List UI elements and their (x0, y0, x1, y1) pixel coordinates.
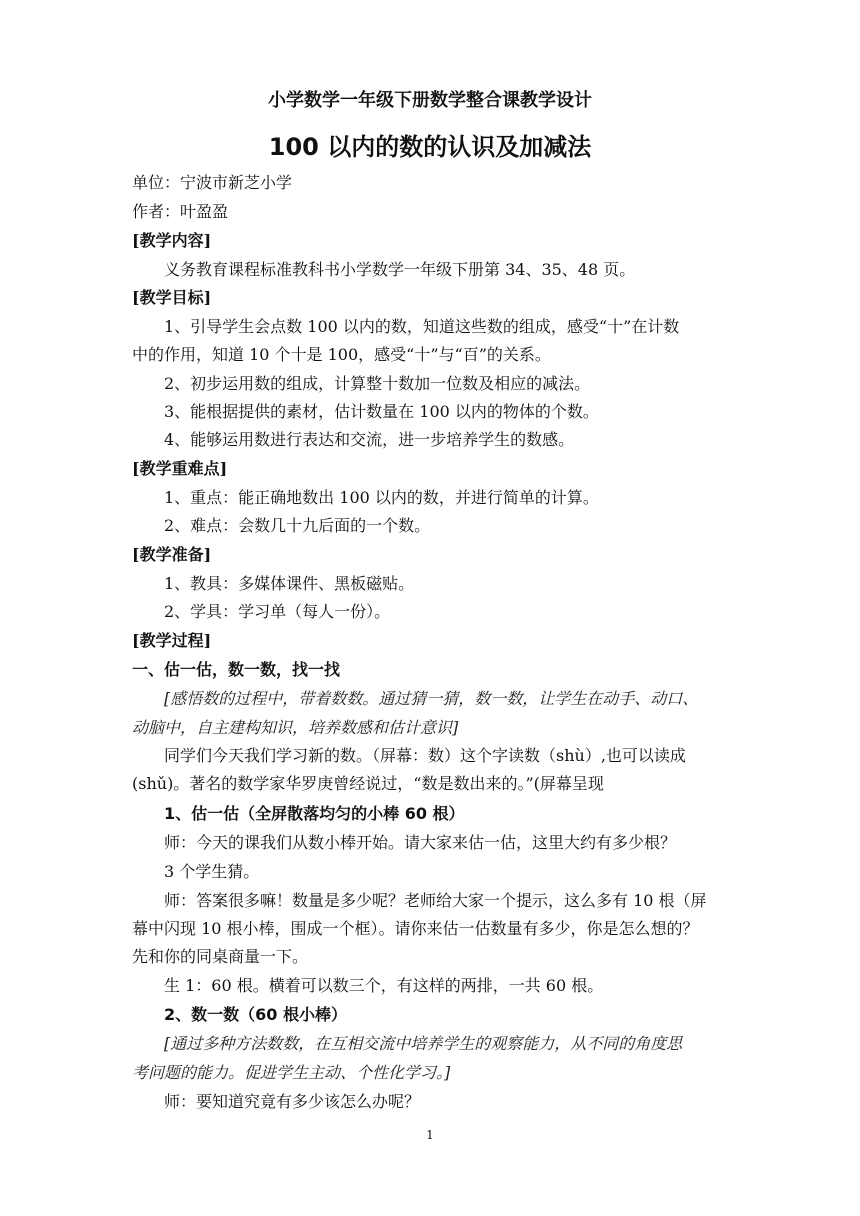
note-1-line-a: [感悟数的过程中，带着数数。通过猜一猜，数一数，让学生在动手、动口、 (164, 689, 699, 708)
goal-3: 3、能根据提供的素材，估计数量在 100 以内的物体的个数。 (164, 402, 599, 421)
section-heading-preparation: [教学准备] (132, 545, 212, 564)
author-line: 作者：叶盈盈 (132, 202, 229, 221)
page-number: 1 (426, 1128, 434, 1142)
prep-2: 2、学具：学习单（每人一份）。 (164, 602, 391, 621)
teacher-line-2a: 师：答案很多嘛！数量是多少呢？老师给大家一个提示，这么多有 10 根（屏 (164, 891, 707, 910)
note-2-line-b: 考问题的能力。促进学生主动、个性化学习。] (132, 1063, 451, 1082)
goal-1-line-a: 1、引导学生会点数 100 以内的数，知道这些数的组成，感受“十”在计数 (164, 317, 680, 336)
goal-2: 2、初步运用数的组成，计算整十数加一位数及相应的减法。 (164, 374, 591, 393)
goal-1-line-b: 中的作用，知道 10 个十是 100，感受“十”与“百”的关系。 (132, 345, 551, 364)
teacher-line-1: 师：今天的课我们从数小棒开始。请大家来估一估，这里大约有多少根？ (164, 833, 677, 852)
document-title: 小学数学一年级下册数学整合课教学设计 (268, 90, 592, 111)
key-point-2: 2、难点：会数几十九后面的一个数。 (164, 516, 431, 535)
step-2-heading: 2、数一数（60 根小棒） (164, 1005, 347, 1024)
section-heading-process: [教学过程] (132, 631, 212, 650)
paragraph-1-line-b: (shǔ)。著名的数学家华罗庚曾经说过，“数是数出来的。”(屏幕呈现 (132, 774, 604, 793)
note-2-line-a: [通过多种方法数数，在互相交流中培养学生的观察能力，从不同的角度思 (164, 1034, 683, 1053)
key-point-1: 1、重点：能正确地数出 100 以内的数，并进行简单的计算。 (164, 488, 599, 507)
note-1-line-b: 动脑中，自主建构知识，培养数感和估计意识] (132, 718, 459, 737)
content-text: 义务教育课程标准教科书小学数学一年级下册第 34、35、48 页。 (164, 260, 636, 279)
goal-4: 4、能够运用数进行表达和交流，进一步培养学生的数感。 (164, 430, 575, 449)
section-heading-goals: [教学目标] (132, 288, 212, 307)
lesson-title: 100 以内的数的认识及加减法 (268, 133, 592, 161)
student-line-1: 3 个学生猜。 (164, 862, 260, 881)
prep-1: 1、教具：多媒体课件、黑板磁贴。 (164, 574, 415, 593)
unit-line: 单位：宁波市新芝小学 (132, 173, 293, 192)
paragraph-1-line-a: 同学们今天我们学习新的数。（屏幕：数）这个字读数（shù）,也可以读成 (164, 746, 686, 765)
teacher-line-2c: 先和你的同桌商量一下。 (132, 947, 309, 966)
student-line-2: 生 1：60 根。横着可以数三个，有这样的两排，一共 60 根。 (164, 976, 604, 995)
part-1-heading: 一、估一估，数一数，找一找 (132, 660, 341, 679)
section-heading-content: [教学内容] (132, 231, 212, 250)
step-1-heading: 1、估一估（全屏散落均匀的小棒 60 根） (164, 804, 465, 823)
teacher-line-3: 师：要知道究竟有多少该怎么办呢？ (164, 1092, 421, 1111)
section-heading-key-points: [教学重难点] (132, 459, 228, 478)
teacher-line-2b: 幕中闪现 10 根小棒，围成一个框）。请你来估一估数量有多少，你是怎么想的？ (132, 919, 699, 938)
